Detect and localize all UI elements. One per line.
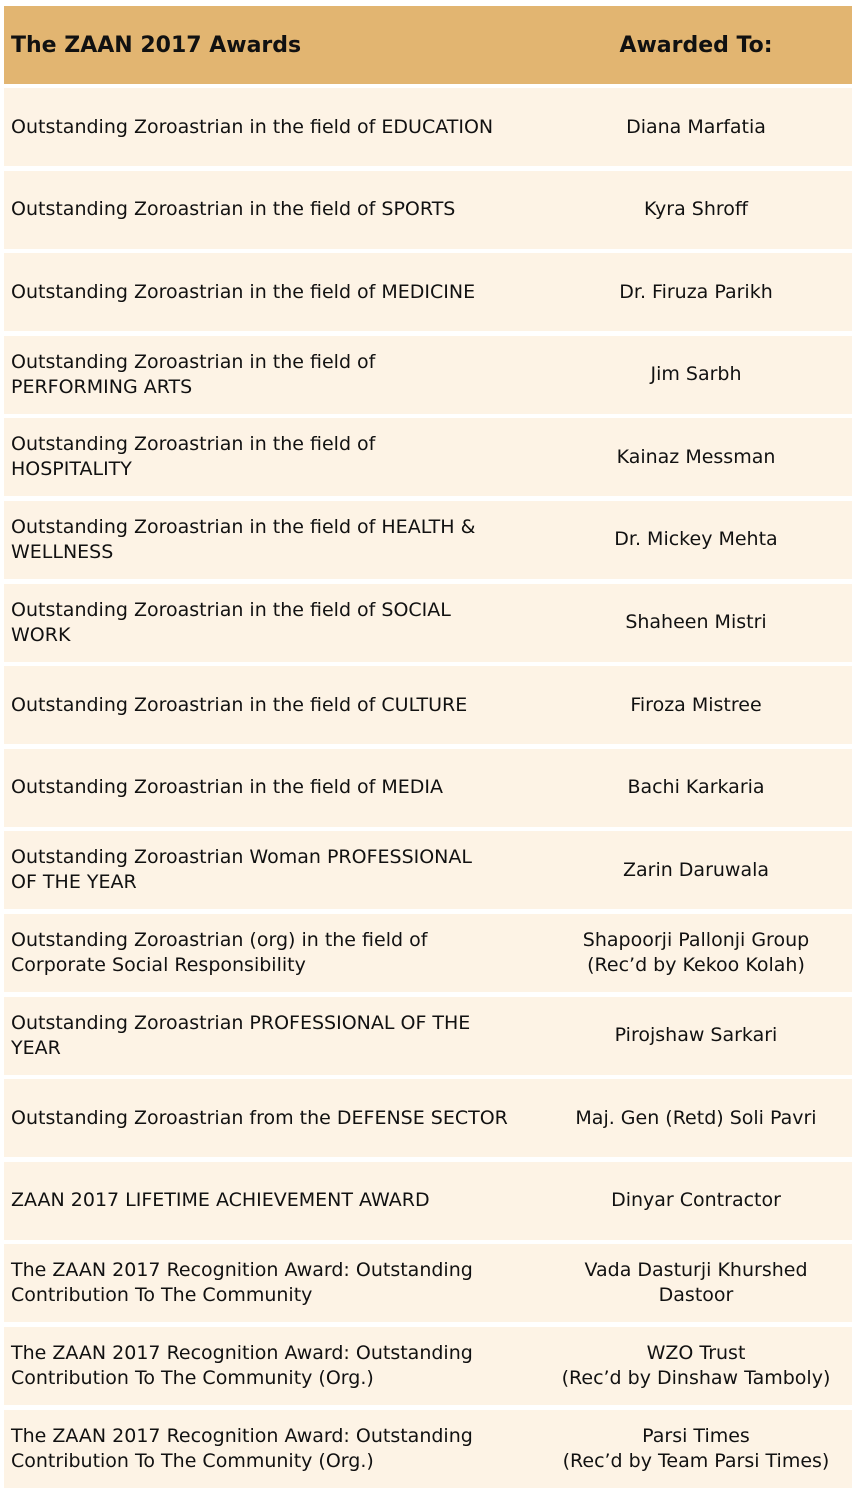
award-category: The ZAAN 2017 Recognition Award: Outstanding Contribution To The Community (Org.) (11, 1341, 473, 1389)
award-category: Outstanding Zoroastrian in the field of SOCIAL WORK (11, 598, 451, 646)
table-row (4, 914, 852, 992)
award-recipient: Dinyar Contractor (611, 1189, 781, 1212)
award-recipient: Jim Sarbh (650, 363, 742, 386)
award-category: Outstanding Zoroastrian in the field of SPORTS (11, 198, 456, 221)
table-row (4, 1079, 852, 1157)
table-row (4, 253, 852, 331)
table-row (4, 336, 852, 414)
award-category: Outstanding Zoroastrian from the DEFENSE SECTOR (11, 1106, 508, 1129)
table-row (4, 666, 852, 744)
award-recipient: Kyra Shroff (643, 198, 749, 221)
table-row (4, 1244, 852, 1322)
award-recipient: Shapoorji Pallonji Group (Rec’d by Kekoo Kolah) (582, 928, 810, 976)
table-row (4, 418, 852, 496)
awarded-to-header: Awarded To: (619, 32, 773, 58)
award-recipient: Pirojshaw Sarkari (614, 1024, 778, 1047)
award-recipient: Vada Dasturji Khurshed Dastoor (584, 1259, 808, 1307)
award-recipient: Zarin Daruwala (622, 858, 770, 881)
award-category: Outstanding Zoroastrian in the field of PERFORMING ARTS (11, 350, 376, 398)
award-category: Outstanding Zoroastrian (org) in the field of Corporate Social Responsibility (11, 928, 428, 976)
award-recipient: Shaheen Mistri (625, 611, 767, 634)
award-category: Outstanding Zoroastrian Woman PROFESSIONAL OF THE YEAR (11, 846, 472, 894)
table-row (4, 501, 852, 579)
award-category: Outstanding Zoroastrian in the field of HOSPITALITY (11, 433, 376, 481)
award-category: Outstanding Zoroastrian in the field of CULTURE (11, 693, 468, 716)
table-row (4, 831, 852, 909)
table-title: The ZAAN 2017 Awards (11, 32, 302, 58)
award-recipient: Parsi Times (Rec’d by Team Parsi Times) (562, 1424, 830, 1472)
table-row (4, 749, 852, 827)
award-recipient: Firoza Mistree (630, 693, 762, 716)
award-recipient: Diana Marfatia (626, 115, 766, 138)
award-recipient: WZO Trust (Rec’d by Dinshaw Tamboly) (561, 1341, 831, 1389)
award-recipient: Dr. Mickey Mehta (614, 528, 778, 551)
table-row (4, 1327, 852, 1405)
table-row (4, 1162, 852, 1240)
award-category: The ZAAN 2017 Recognition Award: Outstanding Contribution To The Community (Org.) (11, 1424, 473, 1472)
table-body (4, 88, 852, 1488)
table-row (4, 1410, 852, 1488)
award-category: Outstanding Zoroastrian in the field of MEDICINE (11, 280, 476, 303)
award-category: Outstanding Zoroastrian in the field of MEDIA (11, 776, 444, 799)
award-category: The ZAAN 2017 Recognition Award: Outstanding Contribution To The Community (11, 1259, 473, 1307)
award-recipient: Dr. Firuza Parikh (619, 280, 773, 303)
table-row (4, 171, 852, 249)
table-header (4, 6, 852, 84)
award-recipient: Maj. Gen (Retd) Soli Pavri (575, 1106, 817, 1129)
award-recipient: Kainaz Messman (616, 445, 776, 468)
awards-table (4, 6, 852, 1492)
table-row (4, 997, 852, 1075)
award-category: ZAAN 2017 LIFETIME ACHIEVEMENT AWARD (11, 1189, 430, 1212)
award-recipient: Bachi Karkaria (627, 776, 765, 799)
award-category: Outstanding Zoroastrian in the field of HEALTH & WELLNESS (11, 515, 476, 563)
award-category: Outstanding Zoroastrian PROFESSIONAL OF THE YEAR (11, 1011, 471, 1059)
table-row (4, 584, 852, 662)
award-category: Outstanding Zoroastrian in the field of EDUCATION (11, 115, 494, 138)
table-row (4, 88, 852, 166)
